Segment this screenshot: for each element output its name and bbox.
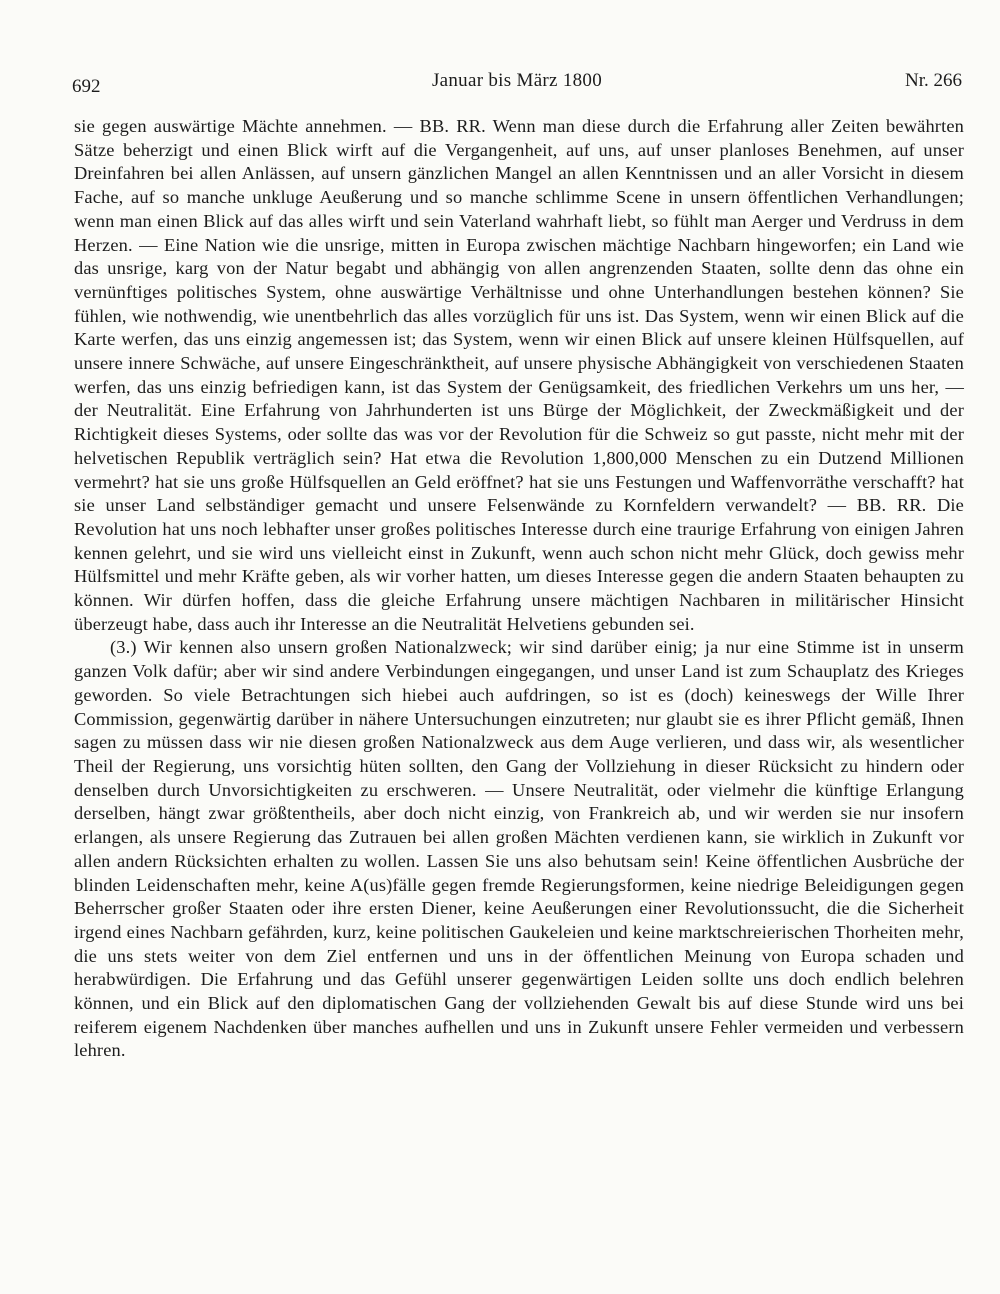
- document-number: Nr. 266: [905, 70, 962, 91]
- paragraph-2: (3.) Wir kennen also unsern großen Nationalzweck; wir sind darüber einig; ja nur eine Stimme ist in unserm ganzen Volk dafür; aber wir sind andere Verbindungen eingegangen, und unser Land ist zum Schauplatz des Krieges geworden. So viele Betrachtungen sich hiebei auch aufdringen, so ist es (doch) keineswegs der Wille Ihrer Commission, gegenwärtig darüber in nähere Untersuchungen einzutreten; nur glaubt sie es ihrer Pflicht gemäß, Ihnen sagen zu müssen dass wir nie diesen großen Nationalzweck aus dem Auge verlieren, und dass wir, als wesentlicher Theil der Regierung, uns vorsichtig hüten sollten, den Gang der Vollziehung in dieser Rücksicht zu hindern oder denselben durch Unvorsichtigkeiten zu erschweren. — Unsere Neutralität, oder vielmehr die künftige Erlangung derselben, hängt zwar größtentheils, aber doch nicht einzig, von Frankreich ab, und wir werden sie nur insofern erlangen, als unsere Regierung das Zutrauen bei allen großen Mächten verdienen kann, sie wirklich in Zukunft vor allen andern Rücksichten erhalten zu wollen. Lassen Sie uns also behutsam sein! Keine öffentlichen Ausbrüche der blinden Leidenschaften mehr, keine A(us)fälle gegen fremde Regierungsformen, keine niedrige Beleidigungen gegen Beherrscher großer Staaten oder ihre ersten Diener, keine Aeußerungen einer Revolutionssucht, die die Sicherheit irgend eines Nachbarn gefährden, kurz, keine politischen Gaukeleien und keine marktschreierischen Thorheiten mehr, die uns stets weiter von dem Ziel entfernen und uns in der öffentlichen Meinung von Europa schaden und herabwürdigen. Die Erfahrung und das Gefühl unserer gegenwärtigen Leiden sollte uns doch endlich belehren können, und ein Blick auf den diplomatischen Gang der vollziehenden Gewalt bis auf diese Stunde wird uns bei reiferem eigenem Nachdenken über manches aufhellen und uns in Zukunft unsere Fehler vermeiden und verbessern lehren.: [74, 637, 964, 1061]
- running-title: Januar bis März 1800: [431, 70, 603, 91]
- paragraph-1: sie gegen auswärtige Mächte annehmen. — BB. RR. Wenn man diese durch die Erfahrung aller Zeiten bewährten Sätze beherzigt und einen Blick wirft auf die Vergangenheit, auf uns, auf unser planloses Benehmen, auf unser Dreinfahren bei allen Anlässen, auf unsern gänzlichen Mangel an allen Kenntnissen und an aller Vorsicht in diesem Fache, auf so manche unkluge Aeußerung und so manche schlimme Scene in unsern öffentlichen Verhandlungen; wenn man einen Blick auf das alles wirft und sein Vaterland wahrhaft liebt, so fühlt man Aerger und Verdruss in dem Herzen. — Eine Nation wie die unsrige, mitten in Europa zwischen mächtige Nachbarn hingeworfen; ein Land wie das unsrige, karg von der Natur begabt und abhängig von allen angrenzenden Staaten, sollte denn das ohne ein vernünftiges politisches System, ohne auswärtige Verhältnisse und ohne Unterhandlungen bestehen können? Sie fühlen, wie nothwendig, wie unentbehrlich das alles vorzüglich für uns ist. Das System, wenn wir einen Blick auf die Karte werfen, das uns einzig angemessen ist; das System, wenn wir einen Blick auf unsere kleinen Hülfsquellen, auf unsere innere Schwäche, auf unsere Eingeschränktheit, auf unsere physische Abhängigkeit von verschiedenen Staaten werfen, das uns einzig befriedigen kann, ist das System der Genügsamkeit, des friedlichen Verkehrs um uns her, — der Neutralität. Eine Erfahrung von Jahrhunderten ist uns Bürge der Möglichkeit, der Zweckmäßigkeit und der Richtigkeit dieses Systems, oder sollte das was vor der Revolution für die Schweiz so gut passte, nicht mehr mit der helvetischen Republik verträglich sein? Hat etwa die Revolution 1,800,000 Menschen zu ein Dutzend Millionen vermehrt? hat sie uns große Hülfsquellen an Geld eröffnet? hat sie uns Festungen und Waffenvorräthe verschafft? hat sie unser Land selbständiger gemacht und unsere Felsenwände zu Kornfeldern verwandelt? — BB. RR. Die Revolution hat uns noch lebhafter unser großes politisches Interesse durch eine traurige Erfahrung von einigen Jahren kennen gelehrt, und sie wird uns vielleicht einst in Zukunft, wenn auch schon nicht mehr Glück, doch gewiss mehr Hülfsmittel und mehr Kräfte geben, als wir vorher hatten, um dieses Interesse gegen die andern Staaten behaupten zu können. Wir dürfen hoffen, dass die gleiche Erfahrung unsere mächtigen Nachbaren in militärischer Hinsicht überzeugt habe, dass auch ihr Interesse an die Neutralität Helvetiens gebunden sei.: [74, 116, 964, 634]
- body-text: [74, 115, 964, 1063]
- page-header: [72, 70, 962, 98]
- page-number: 692: [72, 76, 101, 97]
